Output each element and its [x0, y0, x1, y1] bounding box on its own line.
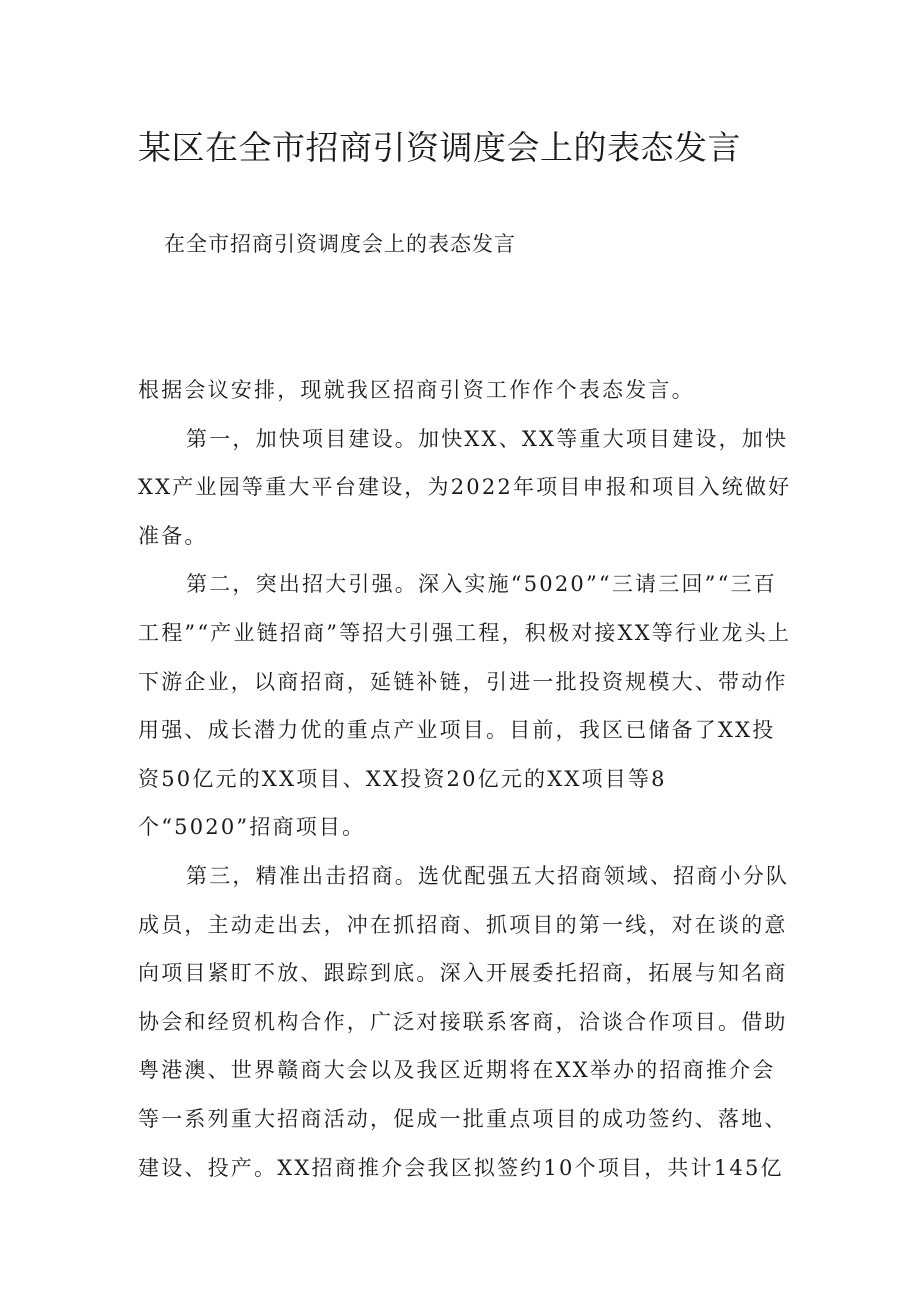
document-body	[138, 366, 798, 1192]
document-title: 某区在全市招商引资调度会上的表态发言	[138, 128, 741, 167]
document-subtitle: 在全市招商引资调度会上的表态发言	[164, 232, 516, 256]
paragraph-second: 第二，突出招大引强。深入实施“5020”“三请三回”“三百工程”“产业链招商”等招大引强工程，积极对接XX等行业龙头上下游企业，以商招商，延链补链，引进一批投资规模大、带动作用强、成长潜力优的重点产业项目。目前，我区已储备了XX投资50亿元的XX项目、XX投资20亿元的XX项目等8个“5020”招商项目。	[138, 572, 792, 840]
paragraph-first: 第一，加快项目建设。加快XX、XX等重大项目建设，加快XX产业园等重大平台建设，为2022年项目申报和项目入统做好准备。	[138, 426, 792, 548]
paragraph-third: 第三，精准出击招商。选优配强五大招商领域、招商小分队成员，主动走出去，冲在抓招商、抓项目的第一线，对在谈的意向项目紧盯不放、跟踪到底。深入开展委托招商，拓展与知名商协会和经贸机构合作，广泛对接联系客商，洽谈合作项目。借助粤港澳、世界赣商大会以及我区近期将在XX举办的招商推介会等一系列重大招商活动，促成一批重点项目的成功签约、落地、建设、投产。XX招商推介会我区拟签约10个项目，共计145亿	[138, 863, 790, 1180]
paragraph-intro: 根据会议安排，现就我区招商引资工作作个表态发言。	[138, 378, 695, 402]
